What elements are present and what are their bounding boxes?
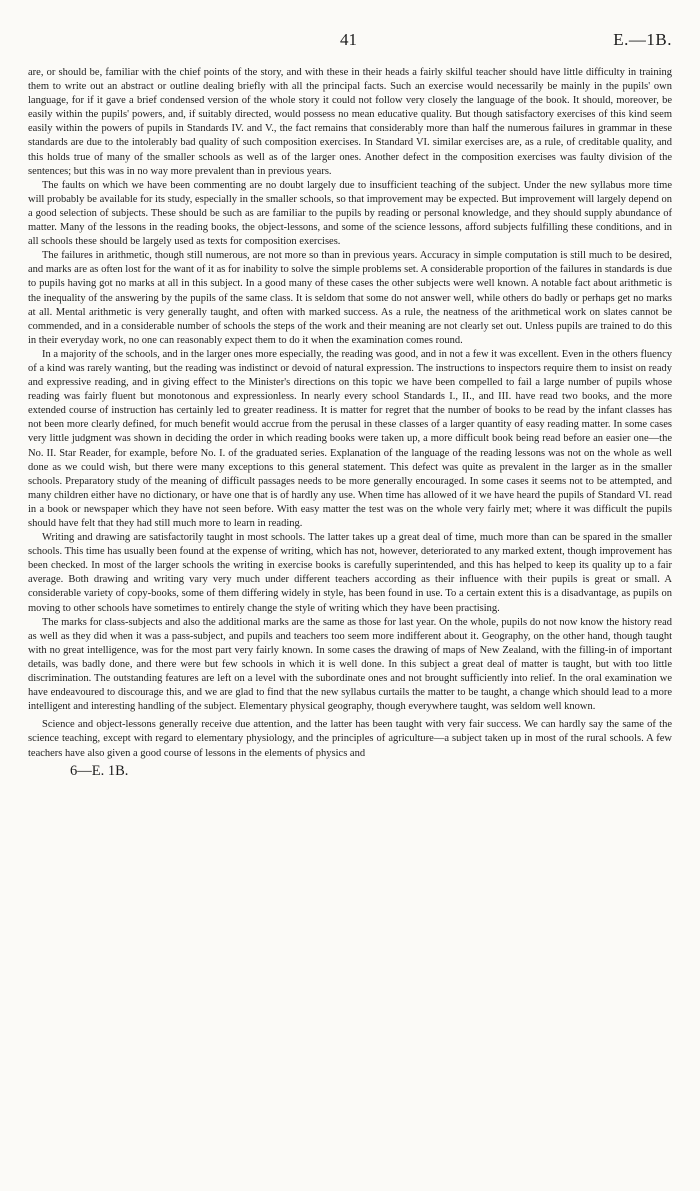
paragraph: The faults on which we have been commenting are no doubt largely due to insufficient teaching of the subject. Under the new syllabus more time will probably be available for its study, especially in the smaller schools, so that improvement may be expected. But improvement will largely depend on a good selection of subjects. These should be such as are familiar to the pupils by reading or personal knowledge, and they should supply abundance of matter. Many of the lessons in the reading books, the object-lessons, and some of the science lessons, afford subjects fulfilling these conditions, and in all schools these should be largely used as texts for composition exercises. [28,179,672,248]
page-number: 41 [340,30,357,49]
paragraph: The failures in arithmetic, though still numerous, are not more so than in previous years. Accuracy in simple computation is still much to be desired, and marks are as often lost for the want of it as for inability to solve the simple problems set. A considerable proportion of the failures in standards is due to pupils having got no marks at all in this subject. In a good many of these cases the other subjects were well known. A notable fact about arithmetic is the inequality of the answering by the pupils of the same class. It is seldom that some do not answer well, while others do badly or perhaps get no marks at all. Mental arithmetic is very generally taught, and often with marked success. As a rule, the neatness of the arithmetical work on slates cannot be commended, and in a considerable number of schools the steps of the work and their meaning are not clearly set out. Unless pupils are trained to do this in their everyday work, no one can reasonably expect them to do it when the examination comes round. [28,250,672,346]
body-text [28,66,672,761]
paragraph: The marks for class-subjects and also the additional marks are the same as those for last year. On the whole, pupils do not now know the history read as well as they did when it was a pass-subject, and pupils and teachers too seem more indifferent about it. Geography, on the other hand, though taught with no great intelligence, was for the most part very fairly known. In some cases the drawing of maps of New Zealand, with the filling-in of important details, was badly done, and there were but few schools in which it is well done. In this subject a great deal of matter is taught, but with too little discrimination. The outstanding features are left on a level with the subordinate ones and not brought sufficiently into relief. In the oral examination we have endeavoured to discourage this, and we are glad to find that the new syllabus curtails the matter to be taught, a change which should lead to a more intelligent and interesting handling of the subject. Elementary physical geography, though everywhere taught, was seldom well known. [28,616,672,713]
paragraph: Writing and drawing are satisfactorily taught in most schools. The latter takes up a great deal of time, much more than can be spared in the smaller schools. This time has usually been found at the expense of writing, which has not, however, deteriorated to any marked extent, though improvement has been checked. In most of the larger schools the writing in exercise books is carefully superintended, and this has helped to keep its quality up to a fair average. Both drawing and writing vary very much under different teachers according as their influence with their pupils is great or small. A considerable variety of copy-books, some of them differing widely in style, has been found in use. To a certain extent this is a disadvantage, as pupils on moving to other schools have sometimes to entirely change the style of writing which they have been practising. [28,532,672,614]
paragraph: are, or should be, familiar with the chief points of the story, and with these in their heads a fairly skilful teacher should have little difficulty in training them to write out an abstract or outline dealing briefly with all the principal facts. Such an exercise would necessarily be mainly in the pupils' own language, for if it gave a brief condensed version of the whole story it could not follow very closely the language of the book. It should, moreover, be easily within the pupils' powers, and, if suitably directed, would possess no mean educative quality. But though satisfactory exercises of this kind seem easily within the powers of pupils in Standards IV. and V., the fact remains that considerably more than half the numerous failures in grammar in these standards are due to the intolerably bad quality of such composition exercises. In Standard VI. similar exercises are, as a rule, of creditable quality, and this holds true of many of the smaller schools as well as of the larger ones. Another defect in the composition exercises was faulty division of the sentences; but this was in no way more prevalent than in previous years. [28,67,672,177]
document-reference: E.—1B. [613,30,672,49]
signature-mark: 6—E. 1B. [70,762,129,779]
paragraph: Science and object-lessons generally receive due attention, and the latter has been taught with very fair success. We can hardly say the same of the science teaching, except with regard to elementary physiology, and the principles of agriculture—a subject taken up in most of the rural schools. A few teachers have also given a good course of lessons in the elements of physics and [28,719,672,759]
page-header [28,30,672,56]
paragraph: In a majority of the schools, and in the larger ones more especially, the reading was good, and in not a few it was excellent. Even in the others fluency of a kind was rarely wanting, but the reading was indistinct or devoid of natural expression. The instructions to inspectors require them to insist on ready and expressive reading, and in giving effect to the Minister's directions on this topic we have been compelled to fail a large number of pupils whose reading was fairly fluent but monotonous and expressionless. In nearly every school Standards I., II., and III. have read two books, and the more extended course of instruction has certainly led to greater readiness. It is matter for regret that the number of books to be read by the infant classes has not been more clearly defined, for much benefit would accrue from the perusal in these classes of a larger quantity of easy reading matter. In some cases very little judgment was shown in deciding the order in which reading books were taken up, a more difficult book being read before an easier one—the No. II. Star Reader, for example, before No. I. of the graduated series. Explanation of the language of the reading lessons was not on the whole as well done as we could wish, but there were many exceptions to this general statement. This defect was quite as prevalent in the larger as in the smaller schools. Preparatory study of the meaning of difficult passages needs to be more generally encouraged. In some cases it seems not to be attempted, and many children either have no dictionary, or have one that is of hardly any use. When time has allowed of it we have heard the pupils of Standard VI. read in a book or newspaper which they have not seen before. With easy matter the test was on the whole very fairly met; where it was difficult the pupils should have felt that they had still much more to learn in reading. [28,348,672,529]
